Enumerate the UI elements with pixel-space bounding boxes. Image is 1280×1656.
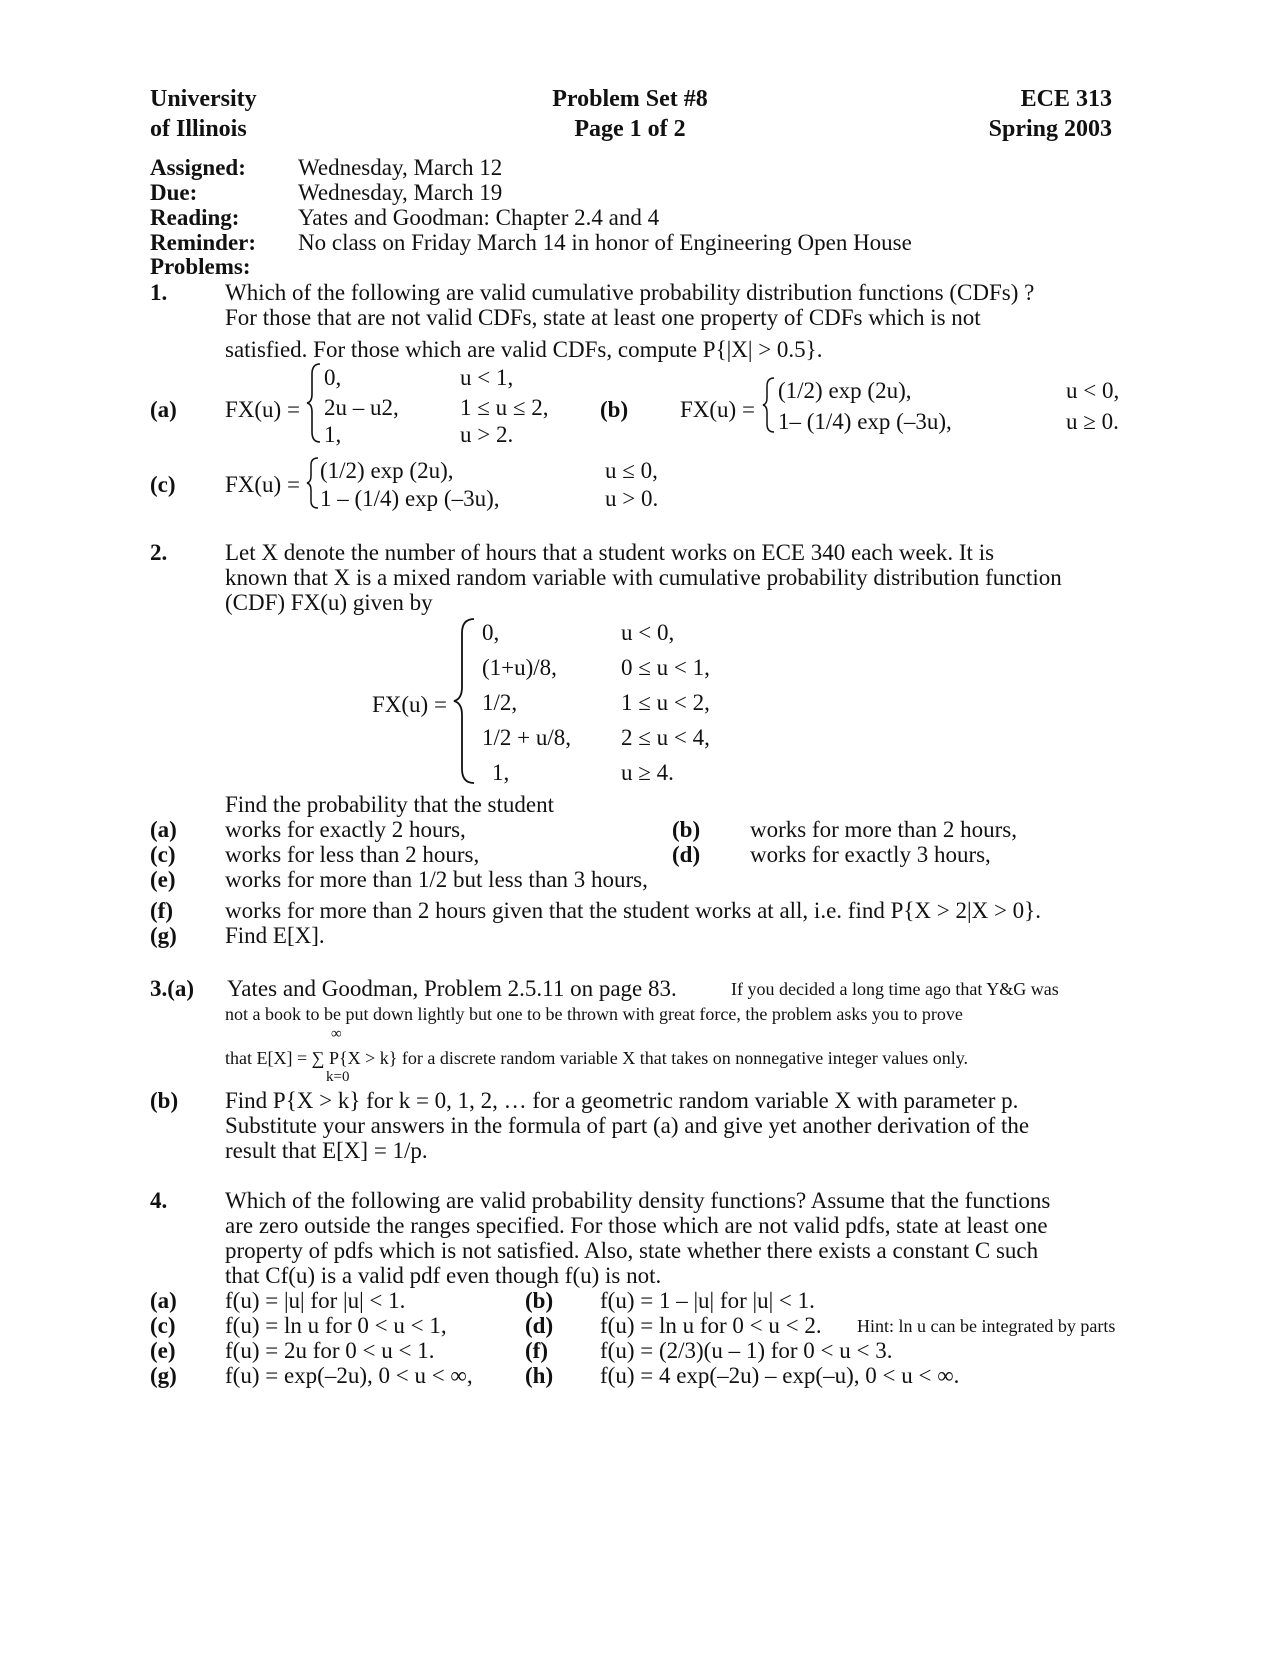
p4-number: 4. (150, 1188, 168, 1213)
p2-case-5: 1, (492, 760, 510, 785)
p3-b-line3: result that E[X] = 1/p. (225, 1138, 428, 1163)
problems-label: Problems: (150, 254, 251, 279)
p1-b-cond-1: u < 0, (1066, 378, 1120, 403)
p1-a-brace (306, 362, 324, 444)
p4-g-text: f(u) = exp(–2u), 0 < u < ∞, (225, 1363, 473, 1388)
p2-c-text: works for less than 2 hours, (225, 842, 480, 867)
p3-sum-bottom: k=0 (326, 1069, 350, 1085)
p2-g-text: Find E[X]. (225, 923, 325, 948)
p1-c-brace (306, 456, 320, 510)
p1-b-case-2: 1– (1/4) exp (–3u), (778, 409, 952, 434)
p2-c-label: (c) (150, 842, 176, 867)
p4-b-text: f(u) = 1 – |u| for |u| < 1. (600, 1288, 815, 1313)
due-value: Wednesday, March 19 (298, 180, 503, 205)
p4-c-text: f(u) = ln u for 0 < u < 1, (225, 1313, 447, 1338)
p3-sum-top: ∞ (331, 1026, 342, 1042)
reading-label: Reading: (150, 205, 240, 230)
p1-b-brace (762, 376, 776, 434)
p4-a-text: f(u) = |u| for |u| < 1. (225, 1288, 406, 1313)
p4-h-label: (h) (525, 1363, 554, 1388)
p4-h-text: f(u) = 4 exp(–2u) – exp(–u), 0 < u < ∞. (600, 1363, 960, 1388)
header-course: ECE 313 (1020, 86, 1112, 112)
header-problem-set: Problem Set #8 (552, 86, 708, 112)
p1-text-line1: Which of the following are valid cumulative probability distribution functions (CDFs) ? (225, 280, 1035, 305)
p2-e-text: works for more than 1/2 but less than 3 hours, (225, 867, 648, 892)
p2-text-line2: known that X is a mixed random variable with cumulative probability distribution function (225, 565, 1062, 590)
p4-f-text: f(u) = (2/3)(u – 1) for 0 < u < 3. (600, 1338, 893, 1363)
p1-a-fx: FX(u) = (225, 397, 300, 422)
p1-text-line3: satisfied. For those which are valid CDFs, compute P{|X| > 0.5}. (225, 337, 823, 362)
p1-b-cond-2: u ≥ 0. (1066, 409, 1119, 434)
p1-c-case-1: (1/2) exp (2u), (320, 458, 454, 483)
p1-a-cond-3: u > 2. (460, 422, 514, 447)
p3-b-line1: Find P{X > k} for k = 0, 1, 2, … for a geometric random variable X with parameter p. (225, 1088, 1019, 1113)
p4-e-label: (e) (150, 1338, 176, 1363)
p1-a-case-2: 2u – u2, (324, 395, 399, 420)
p1-b-fx: FX(u) = (680, 397, 755, 422)
p1-c-fx: FX(u) = (225, 472, 300, 497)
p1-a-cond-1: u < 1, (460, 365, 514, 390)
p2-g-label: (g) (150, 923, 177, 948)
reminder-label: Reminder: (150, 230, 257, 255)
p2-cond-4: 2 ≤ u < 4, (621, 725, 710, 750)
reminder-value: No class on Friday March 14 in honor of Engineering Open House (298, 230, 912, 255)
p4-d-label: (d) (525, 1313, 554, 1338)
p4-text-line4: that Cf(u) is a valid pdf even though f(u) is not. (225, 1263, 662, 1288)
p2-b-label: (b) (672, 817, 701, 842)
p2-f-label: (f) (150, 898, 173, 923)
p2-a-label: (a) (150, 817, 177, 842)
p2-d-label: (d) (672, 842, 701, 867)
p1-a-cond-2: 1 ≤ u ≤ 2, (460, 395, 549, 420)
p1-c-cond-1: u ≤ 0, (605, 458, 658, 483)
p2-e-label: (e) (150, 867, 176, 892)
header-illinois: of Illinois (150, 116, 247, 142)
p3-b-label: (b) (150, 1088, 179, 1113)
p2-text-line1: Let X denote the number of hours that a student works on ECE 340 each week. It is (225, 540, 995, 565)
p3-a-small-1: If you decided a long time ago that Y&G was (731, 979, 1059, 999)
p4-d-text: f(u) = ln u for 0 < u < 2. (600, 1313, 822, 1338)
p1-a-label: (a) (150, 397, 177, 422)
p1-c-cond-2: u > 0. (605, 486, 659, 511)
p1-number: 1. (150, 280, 168, 305)
p3-b-line2: Substitute your answers in the formula of part (a) and give yet another derivation of the (225, 1113, 1030, 1138)
p3-a-small-2: not a book to be put down lightly but one to be thrown with great force, the problem asks you to prove (225, 1004, 963, 1024)
p3-a-main: Yates and Goodman, Problem 2.5.11 on page 83. (227, 976, 677, 1001)
p2-cond-3: 1 ≤ u < 2, (621, 690, 710, 715)
p2-cond-1: u < 0, (621, 620, 675, 645)
p4-f-label: (f) (525, 1338, 548, 1363)
header-term: Spring 2003 (988, 116, 1112, 142)
p1-c-label: (c) (150, 472, 176, 497)
p4-e-text: f(u) = 2u for 0 < u < 1. (225, 1338, 435, 1363)
p2-b-text: works for more than 2 hours, (750, 817, 1018, 842)
p3-a-formula: that E[X] = ∑ P{X > k} for a discrete random variable X that takes on nonnegative integer values only. (225, 1048, 969, 1068)
p2-text-line3: (CDF) FX(u) given by (225, 590, 433, 615)
p2-number: 2. (150, 540, 168, 565)
p1-a-case-3: 1, (324, 422, 342, 447)
p4-hint: Hint: ln u can be integrated by parts (857, 1316, 1116, 1336)
p2-f-text: works for more than 2 hours given that the student works at all, i.e. find P{X > 2|X > 0}. (225, 898, 1041, 923)
p4-text-line2: are zero outside the ranges specified. For those which are not valid pdfs, state at least one (225, 1213, 1048, 1238)
p2-d-text: works for exactly 3 hours, (750, 842, 991, 867)
p2-fx: FX(u) = (372, 692, 447, 717)
p1-a-case-1: 0, (324, 365, 342, 390)
p2-case-1: 0, (482, 620, 500, 645)
due-label: Due: (150, 180, 198, 205)
p2-cond-5: u ≥ 4. (621, 760, 674, 785)
p1-b-case-1: (1/2) exp (2u), (778, 378, 912, 403)
p3-number: 3.(a) (150, 976, 195, 1001)
header-university: University (150, 86, 257, 112)
p4-text-line3: property of pdfs which is not satisfied. Also, state whether there exists a constant C such (225, 1238, 1039, 1263)
p2-brace (452, 617, 478, 785)
p2-case-3: 1/2, (482, 690, 518, 715)
p2-cond-2: 0 ≤ u < 1, (621, 655, 710, 680)
p1-b-label: (b) (600, 397, 629, 422)
p4-c-label: (c) (150, 1313, 176, 1338)
p4-b-label: (b) (525, 1288, 554, 1313)
p4-g-label: (g) (150, 1363, 177, 1388)
p4-a-label: (a) (150, 1288, 177, 1313)
p2-find-text: Find the probability that the student (225, 792, 554, 817)
p4-text-line1: Which of the following are valid probability density functions? Assume that the functions (225, 1188, 1051, 1213)
p2-a-text: works for exactly 2 hours, (225, 817, 466, 842)
header-page: Page 1 of 2 (574, 116, 686, 142)
p2-case-2: (1+u)/8, (482, 655, 557, 680)
p1-text-line2: For those that are not valid CDFs, state at least one property of CDFs which is not (225, 305, 981, 330)
assigned-label: Assigned: (150, 155, 246, 180)
reading-value: Yates and Goodman: Chapter 2.4 and 4 (298, 205, 660, 230)
assigned-value: Wednesday, March 12 (298, 155, 503, 180)
p1-c-case-2: 1 – (1/4) exp (–3u), (320, 486, 500, 511)
p2-case-4: 1/2 + u/8, (482, 725, 572, 750)
